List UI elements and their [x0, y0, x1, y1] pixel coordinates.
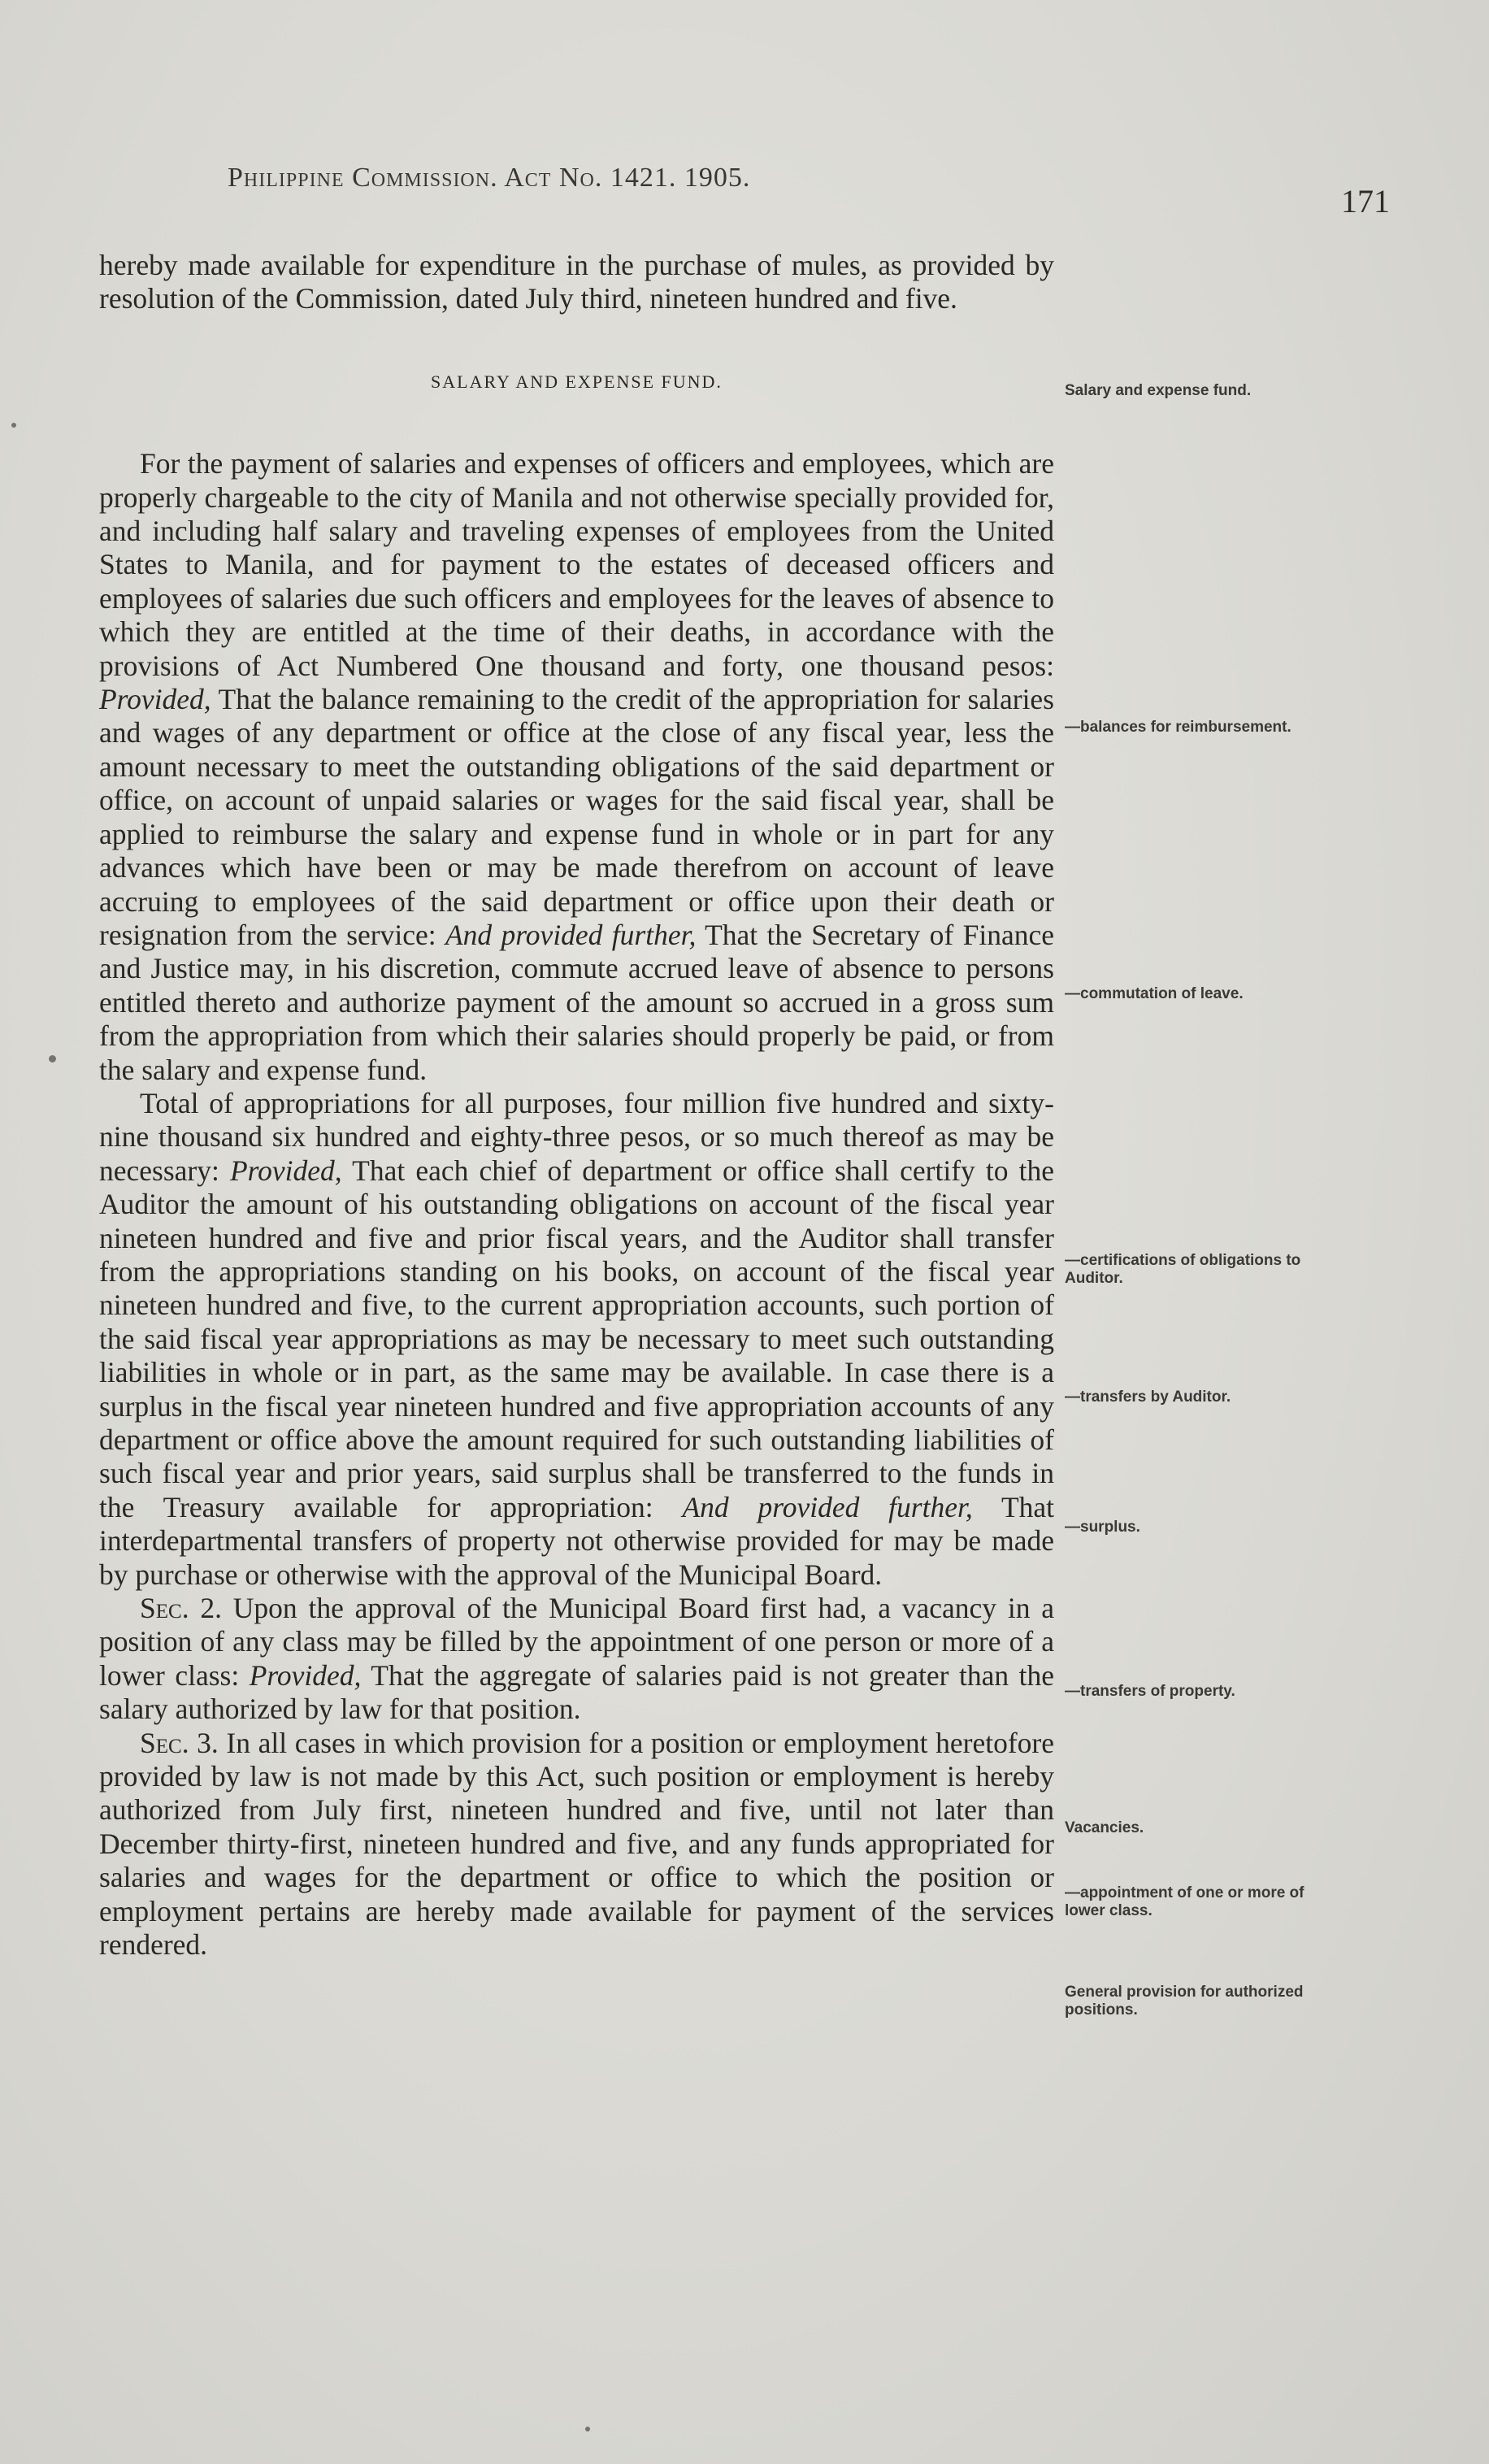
paragraph-sec-2: [99, 1592, 1054, 1727]
para1-provided: Provided,: [99, 683, 211, 716]
para2-provided: Provided,: [229, 1154, 342, 1187]
scan-speck: [585, 2427, 590, 2431]
paragraph-sec-3: [99, 1727, 1054, 1962]
sec2-label: Sec. 2.: [140, 1592, 222, 1625]
margin-note-transfers-property: —transfers of property.: [1065, 1683, 1235, 1700]
sec3-text-a: In all cases in which provision for a position or employment heretofore provided by law is not made by this Act, such position or employment is hereby authorized from July first, nineteen hundred and five, until not later than December thirty-first, nineteen hundred and five, and any funds appropriated for salaries and wages for the department or office to which the position or employment pertains are hereby made available for payment of the services rendered.: [99, 1726, 1054, 1962]
sec2-text-c: That the aggregate of salaries paid is not greater than the salary authorized by law for that position.: [99, 1658, 1054, 1726]
para1-text-e: That the Secretary of Finance and Justice may, in his discretion, commute accrued leave of absence to persons entitled thereto and authorize payment of the amount so accrued in a gross sum from the appropriation from which their salaries should properly be paid, or from the salary and expense fund.: [99, 918, 1054, 1086]
margin-note-balances: —balances for reimbursement.: [1065, 719, 1291, 736]
para2-text-a: Total of appropriations for all purposes, four million five hundred and sixty-nine thousand six hundred and eighty-three pesos, or so much thereof as may be necessary:: [99, 1086, 1054, 1187]
para2-text-c: That each chief of department or office shall certify to the Auditor the amount of his outstanding obligations on account of the fiscal year nineteen hundred and five and prior fiscal years, and the Auditor shall transfer from the appropriations standing on his books, on account of the fiscal year nineteen hundred and five, to the current appropriation accounts, such portion of the said fiscal year appropriations as may be necessary to meet such outstanding liabilities in whole or in part, as the same may be available. In case there is a surplus in the fiscal year nineteen hundred and five appropriation accounts of any department or office above the amount required for such outstanding liabilities of such fiscal year and prior years, said surplus shall be transferred to the funds in the Treasury available for appropriation:: [99, 1154, 1055, 1523]
para2-text-e: That interdepartmental transfers of property not otherwise provided for may be made by purchase or otherwise with the approval of the Municipal Board.: [99, 1490, 1055, 1591]
margin-note-transfers-auditor: —transfers by Auditor.: [1065, 1388, 1231, 1406]
scan-speck: [49, 1055, 56, 1063]
paragraph-salary-fund: [99, 447, 1054, 1087]
margin-note-vacancies: Vacancies.: [1065, 1819, 1144, 1836]
margin-note-salary-fund: Salary and expense fund.: [1065, 382, 1252, 399]
margin-note-appointment: —appointment of one or more of lower class.: [1065, 1884, 1305, 1919]
section-heading: SALARY AND EXPENSE FUND.: [431, 371, 723, 392]
para1-provided-further: And provided further,: [445, 918, 697, 951]
continuation-paragraph: hereby made available for expenditure in the purchase of mules, as provided by resolution of the Commission, dated July third, nineteen hundred and five.: [99, 249, 1054, 315]
sec2-provided: Provided,: [249, 1658, 362, 1692]
margin-note-certifications: —certifications of obligations to Auditor.: [1065, 1252, 1301, 1287]
running-head: Philippine Commission. Act No. 1421. 1905.: [228, 163, 751, 193]
scan-speck: [11, 423, 16, 428]
page-number: 171: [1341, 183, 1390, 219]
margin-note-commutation: —commutation of leave.: [1065, 985, 1244, 1002]
paragraph-total: [99, 1087, 1054, 1592]
para1-text-c: That the balance remaining to the credit of the appropriation for salaries and wages of any department or office at the close of any fiscal year, less the amount necessary to meet the outstanding obligations of the said department or office, on account of unpaid salaries or wages for the said fiscal year, shall be applied to reimburse the salary and expense fund in whole or in part for any advances which have been or may be made therefrom on account of leave accruing to employees of the said department or office upon their death or resignation from the service:: [99, 683, 1055, 951]
margin-note-general-provision: General provision for authorized positions.: [1065, 1984, 1304, 2019]
sec2-text-a: Upon the approval of the Municipal Board first had, a vacancy in a position of any class may be filled by the appointment of one person or more of a lower class:: [99, 1592, 1054, 1692]
sec3-label: Sec. 3.: [140, 1726, 219, 1759]
para2-provided-further: And provided further,: [682, 1490, 973, 1523]
para1-text-a: For the payment of salaries and expenses of officers and employees, which are properly chargeable to the city of Manila and not otherwise specially provided for, and including half salary and traveling expenses of employees from the United States to Manila, and for payment to the estates of deceased officers and employees of salaries due such officers and employees for the leaves of absence to which they are entitled at the time of their deaths, in accordance with the provisions of Act Numbered One thousand and forty, one thousand pesos:: [99, 447, 1054, 682]
margin-note-surplus: —surplus.: [1065, 1519, 1140, 1536]
body-text: [99, 249, 1054, 1962]
